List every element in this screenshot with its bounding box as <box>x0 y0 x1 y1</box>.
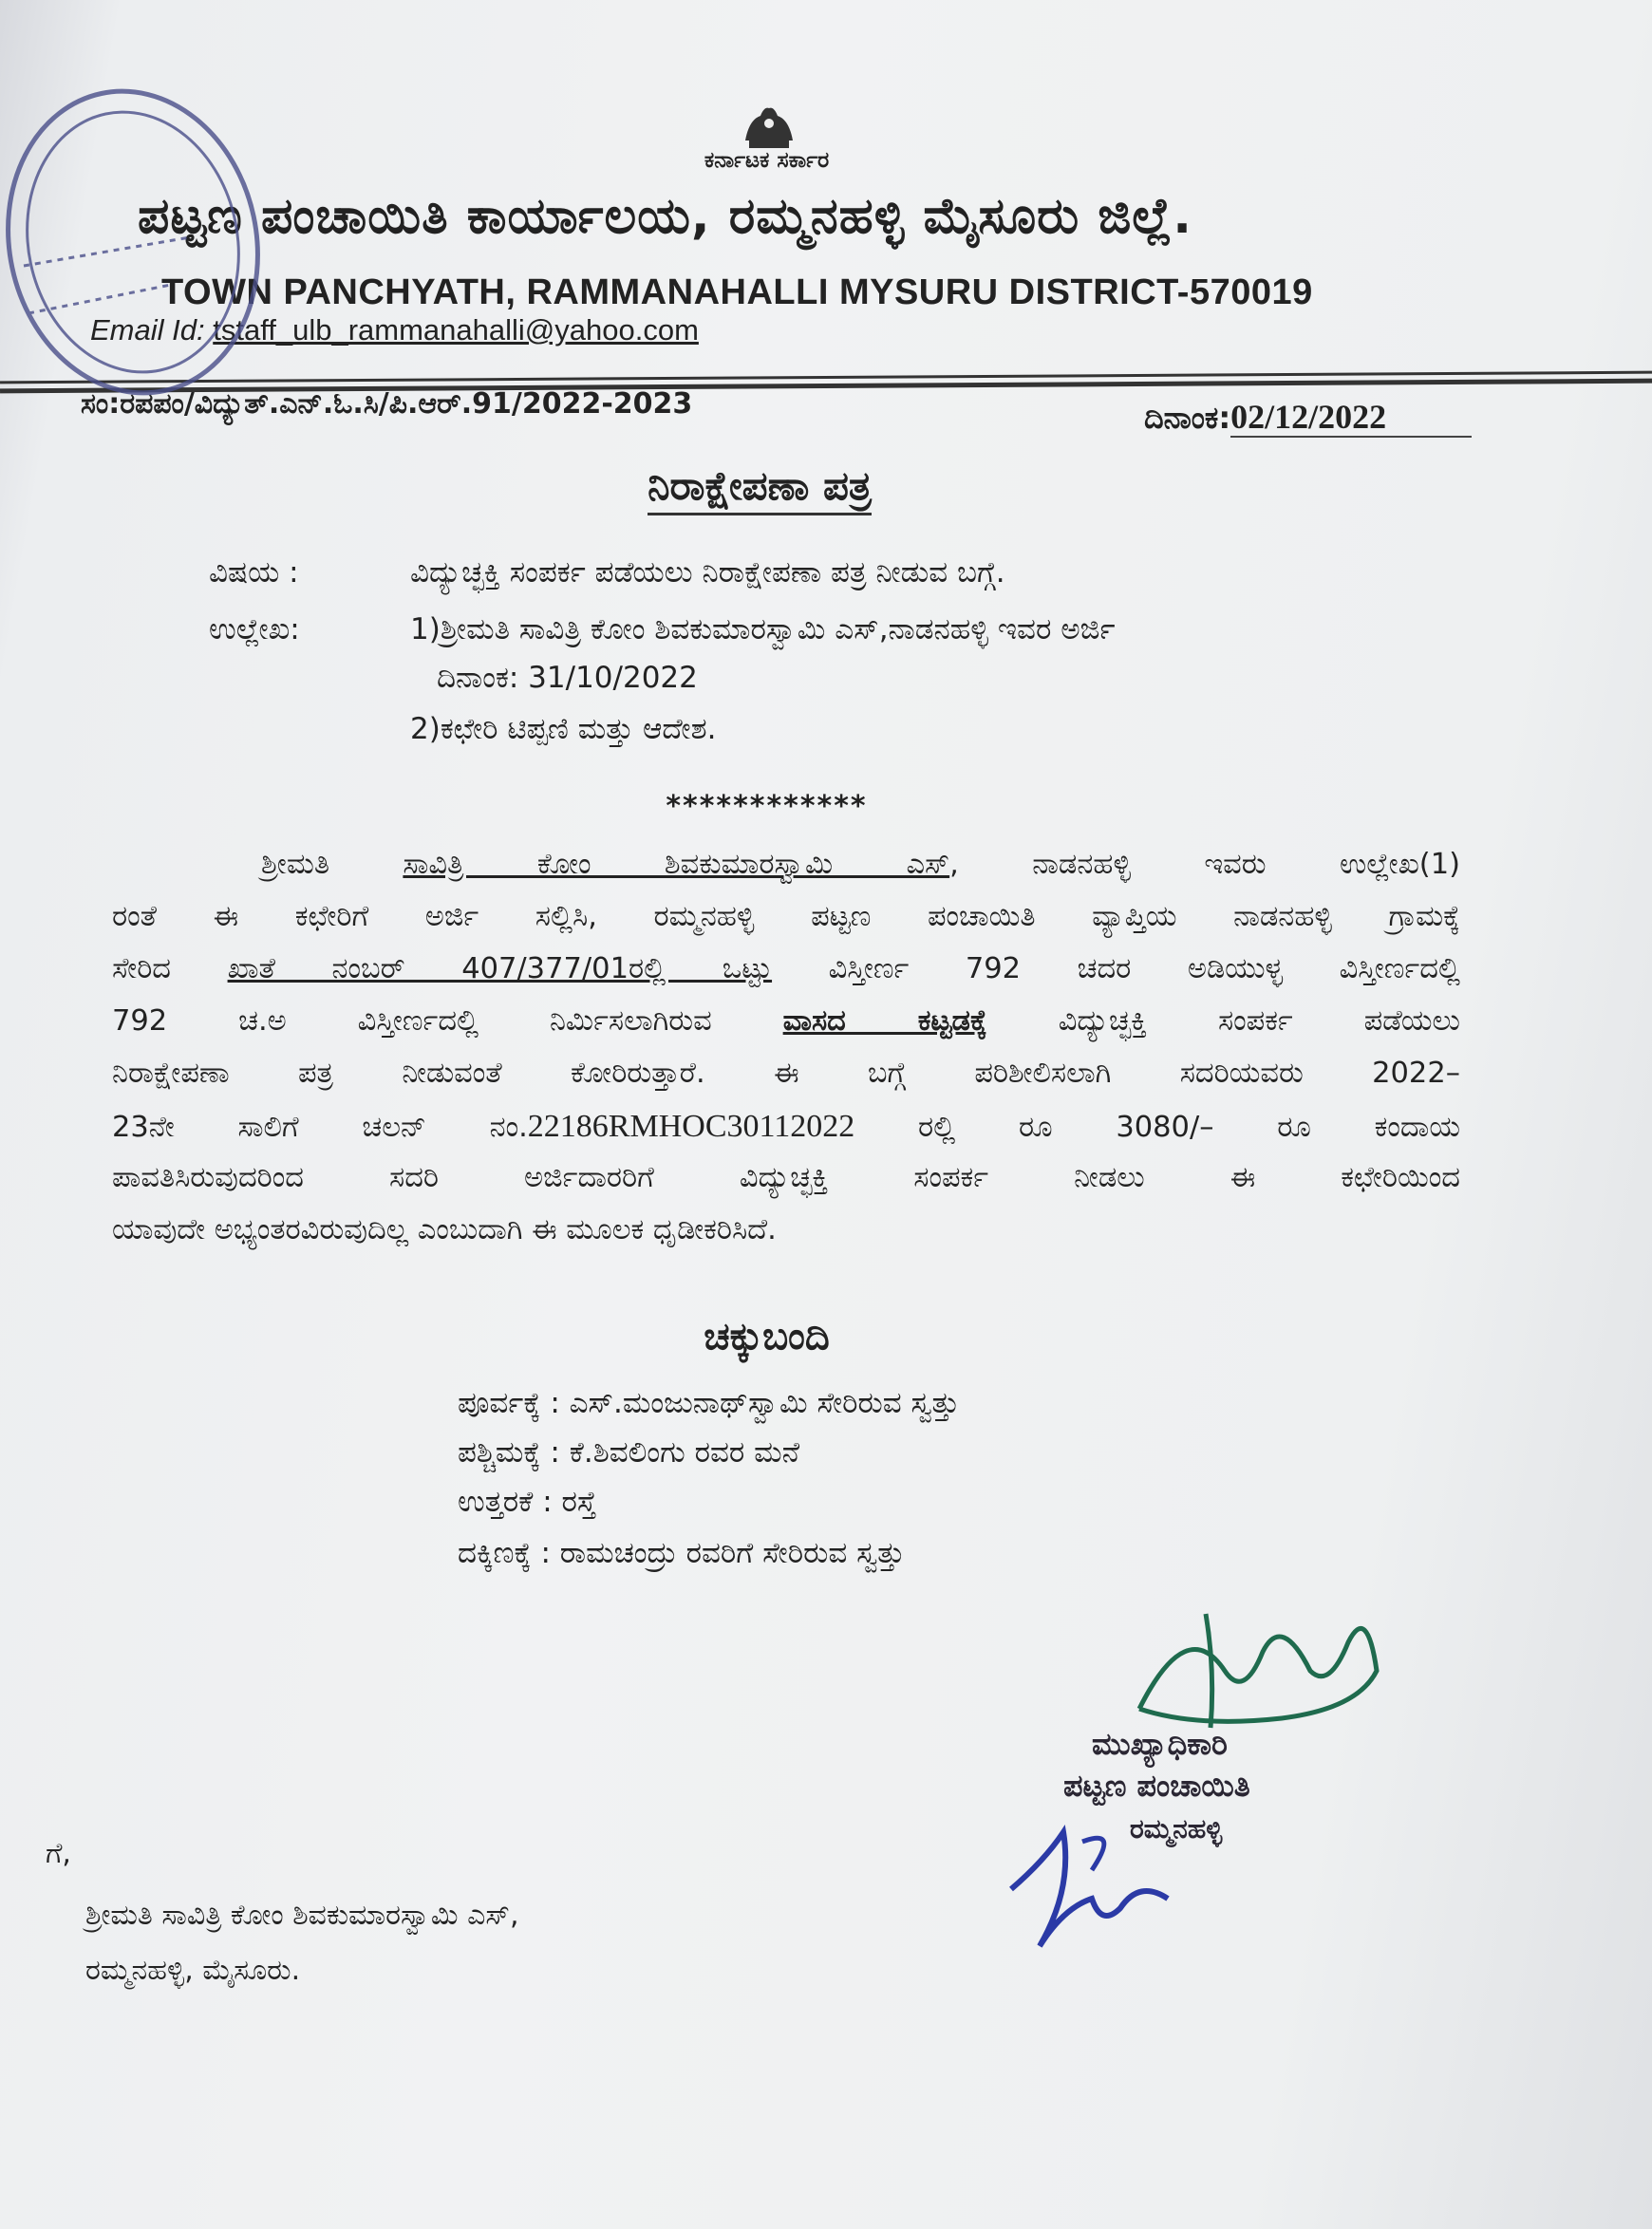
subject-text: ವಿದ್ಯುಚ್ಛಕ್ತಿ ಸಂಪರ್ಕ ಪಡೆಯಲು ನಿರಾಕ್ಷೇಪಣಾ ಪತ್ರ ನೀಡುವ ಬಗ್ಗೆ. <box>410 555 1005 590</box>
email-address: tstaff_ulb_rammanahalli@yahoo.com <box>213 313 699 347</box>
date-label: ದಿನಾಂಕ: <box>1144 400 1231 436</box>
separator: ************ <box>666 790 868 823</box>
document-title: ನಿರಾಕ್ಷೇಪಣಾ ಪತ್ರ <box>0 462 1519 510</box>
recipient-address: ರಮ್ಮನಹಳ್ಳಿ, ಮೈಸೂರು. <box>85 1954 301 1987</box>
email-label: Email Id: <box>90 313 205 347</box>
office-title-english: TOWN PANCHYATH, RAMMANAHALLI MYSURU DISTRICT-570019 <box>161 272 1313 312</box>
office-title-kannada: ಪಟ್ಟಣ ಪಂಚಾಯಿತಿ ಕಾರ್ಯಾಲಯ, ರಮ್ಮನಹಳ್ಳಿ ಮೈಸೂರು ಜಿಲ್ಲೆ. <box>138 188 1192 245</box>
reference-item-1: 1)ಶ್ರೀಮತಿ ಸಾವಿತ್ರಿ ಕೋಂ ಶಿವಕುಮಾರಸ್ವಾಮಿ ಎಸ್,ನಾಡನಹಳ್ಳಿ ಇವರ ಅರ್ಜಿ <box>410 612 1116 646</box>
body-line: ಸೇರಿದ ಖಾತೆ ನಂಬರ್ 407/377/01ರಲ್ಲಿ ಒಟ್ಟು ವಿಸ್ತೀರ್ಣ 792 ಚದರ ಅಡಿಯುಳ್ಳ ವಿಸ್ತೀರ್ಣದಲ್ಲಿ <box>112 952 1460 985</box>
boundary-north: ಉತ್ತರಕೆ : ರಸ್ತೆ <box>458 1485 597 1519</box>
body-line: ನಿರಾಕ್ಷೇಪಣಾ ಪತ್ರ ನೀಡುವಂತೆ ಕೋರಿರುತ್ತಾರೆ. ಈ ಬಗ್ಗೆ ಪರಿಶೀಲಿಸಲಾಗಿ ಸದರಿಯವರು 2022– <box>112 1057 1460 1090</box>
signatory-place: ರಮ್ಮನಹಳ್ಳಿ <box>1130 1813 1223 1845</box>
boundary-east: ಪೂರ್ವಕ್ಕೆ : ಎಸ್.ಮಂಜುನಾಥ್‌ಸ್ವಾಮಿ ಸೇರಿರುವ ಸ್ವತ್ತು <box>458 1386 960 1420</box>
recipient-to: ಗೆ, <box>46 1837 71 1870</box>
recipient-name: ಶ್ರೀಮತಿ ಸಾವಿತ್ರಿ ಕೋಂ ಶಿವಕುಮಾರಸ್ವಾಮಿ ಎಸ್, <box>85 1899 519 1932</box>
government-label: ಕರ್ನಾಟಕ ಸರ್ಕಾರ <box>704 148 830 173</box>
body-line: ರಂತೆ ಈ ಕಛೇರಿಗೆ ಅರ್ಜಿ ಸಲ್ಲಿಸಿ, ರಮ್ಮನಹಳ್ಳಿ ಪಟ್ಟಣ ಪಂಚಾಯಿತಿ ವ್ಯಾಪ್ತಿಯ ನಾಡನಹಳ್ಳಿ ಗ್ರಾಮಕ್ಕೆ <box>112 900 1460 933</box>
body-line: ಶ್ರೀಮತಿ ಸಾವಿತ್ರಿ ಕೋಂ ಶಿವಕುಮಾರಸ್ವಾಮಿ ಎಸ್, ನಾಡನಹಳ್ಳಿ ಇವರು ಉಲ್ಲೇಖ(1) <box>261 848 1461 881</box>
reference-item-2: 2)ಕಛೇರಿ ಟಿಪ್ಪಣಿ ಮತ್ತು ಆದೇಶ. <box>410 712 717 746</box>
signatory-designation: ಮುಖ್ಯಾಧಿಕಾರಿ <box>1092 1726 1228 1762</box>
signatory-office: ಪಟ್ಟಣ ಪಂಚಾಯಿತಿ <box>1063 1768 1250 1804</box>
body-line: ಪಾವತಿಸಿರುವುದರಿಂದ ಸದರಿ ಅರ್ಜಿದಾರರಿಗೆ ವಿದ್ಯುಚ್ಛಕ್ತಿ ಸಂಪರ್ಕ ನೀಡಲು ಈ ಕಛೇರಿಯಿಂದ <box>112 1161 1460 1194</box>
reference-item-1-date: ದಿನಾಂಕ: 31/10/2022 <box>437 661 698 695</box>
body-line: 792 ಚ.ಅ ವಿಸ್ತೀರ್ಣದಲ್ಲಿ ನಿರ್ಮಿಸಲಾಗಿರುವ ವಾಸದ ಕಟ್ಟಡಕ್ಕೆ ವಿದ್ಯುಚ್ಛಕ್ತಿ ಸಂಪರ್ಕ ಪಡೆಯಲು <box>112 1004 1460 1038</box>
body-line: 23ನೇ ಸಾಲಿಗೆ ಚಲನ್ ನಂ.22186RMHOC30112022 ರಲ್ಲಿ ರೂ 3080/– ರೂ ಕಂದಾಯ <box>112 1109 1460 1144</box>
reference-number: ಸಂ:ರಪಪಂ/ವಿದ್ಯುತ್.ಎನ್.ಓ.ಸಿ/ಪಿ.ಆರ್.91/2022-2023 <box>81 387 693 421</box>
reference-label: ಉಲ್ಲೇಖ: <box>209 612 300 646</box>
boundary-west: ಪಶ್ಚಿಮಕ್ಕೆ : ಕೆ.ಶಿವಲಿಂಗು ರವರ ಮನೆ <box>458 1435 800 1470</box>
subject-label: ವಿಷಯ : <box>209 555 299 590</box>
date-value: 02/12/2022 <box>1230 398 1472 438</box>
body-line: ಯಾವುದೇ ಅಭ್ಯಂತರವಿರುವುದಿಲ್ಲ ಎಂಬುದಾಗಿ ಈ ಮೂಲಕ ಧೃಡೀಕರಿಸಿದೆ. <box>112 1213 777 1246</box>
boundary-south: ದಕ್ಕಿಣಕ್ಕೆ : ರಾಮಚಂದ್ರು ರವರಿಗೆ ಸೇರಿರುವ ಸ್ವತ್ತು <box>458 1536 906 1570</box>
boundaries-title: ಚಕ್ಕುಬಂದಿ <box>704 1315 830 1358</box>
